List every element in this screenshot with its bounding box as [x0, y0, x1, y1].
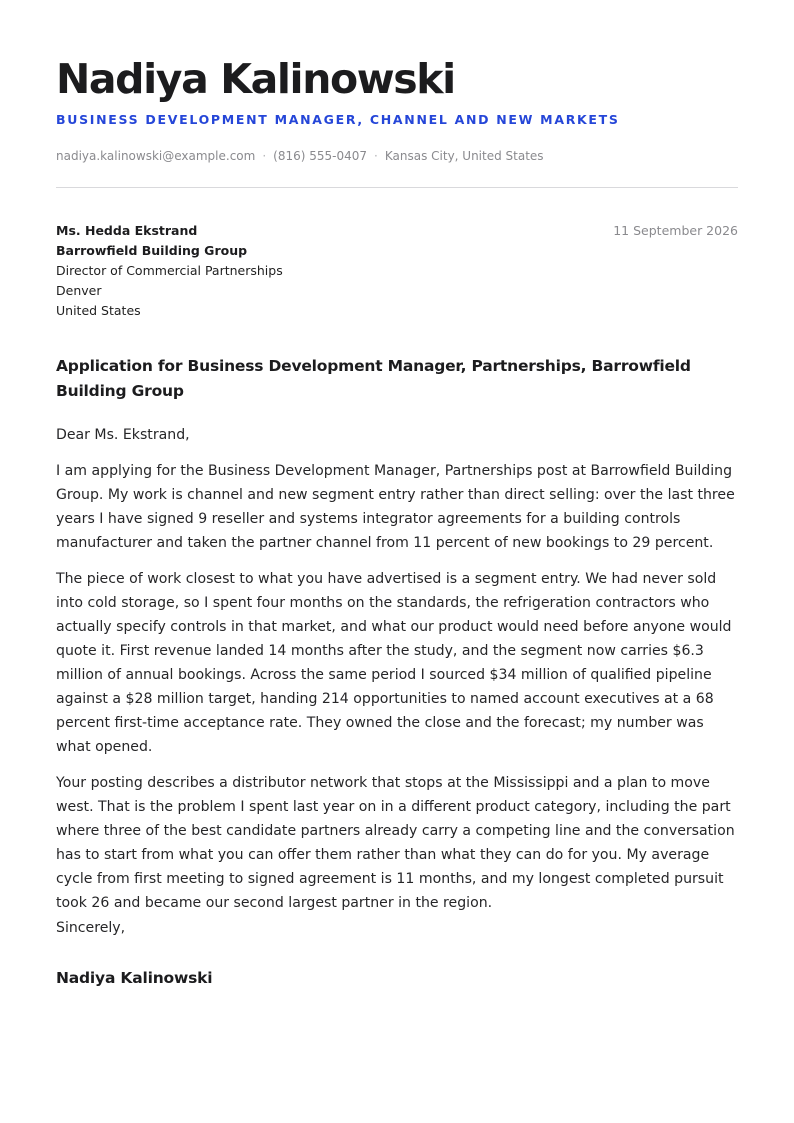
recipient-company: Barrowfield Building Group [56, 243, 248, 258]
body-paragraph: I am applying for the Business Development Manager, Partnerships post at Barrowfield Building Group. My work is channel and new segment entry rather than direct selling: over the last three years I have signed 9 reseller and systems integrator agreements for a building controls manufacturer and taken the partner channel from 11 percent of new bookings to 29 percent. [56, 463, 735, 551]
letter-date: 11 September 2026 [613, 223, 738, 238]
recipient-block [56, 221, 456, 321]
recipient-city: Denver [56, 283, 102, 298]
recipient-country: United States [56, 303, 141, 318]
contact-phone: (816) 555-0407 [273, 149, 368, 163]
letter-body [56, 423, 738, 927]
applicant-name: Nadiya Kalinowski [56, 55, 455, 103]
body-paragraph: Your posting describes a distributor network that stops at the Mississippi and a plan to move west. That is the problem I spent last year on in a different product category, including the part where three of the best candidate partners already carry a competing line and the conversation has to start from what you can offer them rather than what they can do for you. My average cycle from first meeting to signed agreement is 11 months, and my longest completed pursuit took 26 and became our second largest partner in the region. [56, 775, 735, 911]
recipient-name: Ms. Hedda Ekstrand [56, 223, 198, 238]
closing: Sincerely, [56, 920, 126, 936]
body-paragraph: The piece of work closest to what you have advertised is a segment entry. We had never sold into cold storage, so I spent four months on the standards, the refrigeration contractors who actually specify controls in that market, and what our product would need before anyone would quote it. First revenue landed 14 months after the study, and the segment now carries $6.3 million of annual bookings. Across the same period I sourced $34 million of qualified pipeline against a $28 million target, handing 214 opportunities to named account executives at a 68 percent first-time acceptance rate. They owned the close and the forecast; my number was what opened. [56, 571, 732, 755]
signature-name: Nadiya Kalinowski [56, 969, 213, 987]
letter-subject: Application for Business Development Manager, Partnerships, Barrowfield Building Group [56, 357, 691, 400]
contact-separator: · [262, 149, 267, 163]
contact-location: Kansas City, United States [384, 149, 544, 163]
header-divider [56, 187, 738, 188]
recipient-title: Director of Commercial Partnerships [56, 263, 283, 278]
contact-line [56, 148, 544, 164]
applicant-role: BUSINESS DEVELOPMENT MANAGER, CHANNEL AND NEW MARKETS [56, 112, 620, 127]
contact-separator: · [374, 149, 378, 163]
salutation: Dear Ms. Ekstrand, [56, 427, 190, 443]
contact-email: nadiya.kalinowski@example.com [56, 149, 256, 163]
